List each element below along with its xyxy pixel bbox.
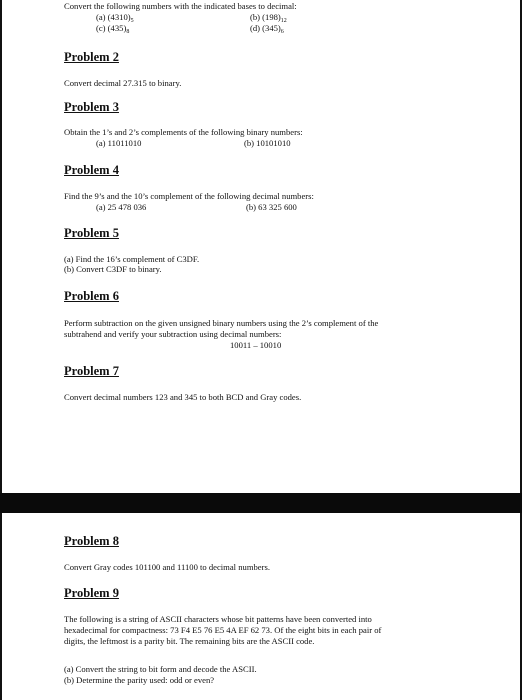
problem9-line1: The following is a string of ASCII characters whose bit patterns have been converted into bbox=[64, 614, 372, 624]
problem8-text: Convert Gray codes 101100 and 11100 to decimal numbers. bbox=[64, 562, 270, 572]
problem9-line3: digits, the leftmost is a parity bit. The remaining bits are the ASCII code. bbox=[64, 636, 315, 646]
problem9-part-b: (b) Determine the parity used: odd or even? bbox=[64, 675, 215, 685]
problem1-item-b-base: 12 bbox=[280, 18, 287, 24]
problem1-prompt: Convert the following numbers with the indicated bases to decimal: bbox=[64, 1, 297, 11]
problem5-line1: (a) Find the 16’s complement of C3DF. bbox=[64, 254, 200, 264]
problem9-line2: hexadecimal for compactness: 73 F4 E5 76 E5 4A EF 62 73. Of the eight bits in each pair of bbox=[64, 625, 382, 635]
problem6-line2: subtrahend and verify your subtraction using decimal numbers: bbox=[64, 329, 282, 339]
problem7-heading: Problem 7 bbox=[64, 364, 119, 378]
problem1-item-c-base: 8 bbox=[126, 29, 130, 35]
problem4-item-a: (a) 25 478 036 bbox=[96, 202, 147, 212]
problem1-item-b-label: (b) (198) bbox=[250, 12, 281, 22]
problem6-line1: Perform subtraction on the given unsigned binary numbers using the 2’s complement of the bbox=[64, 318, 379, 328]
problem1-item-a-label: (a) (4310) bbox=[96, 12, 131, 22]
problem5-line2: (b) Convert C3DF to binary. bbox=[64, 264, 162, 274]
problem6-heading: Problem 6 bbox=[64, 289, 119, 303]
problem1-item-a bbox=[96, 12, 134, 23]
left-page-edge bbox=[0, 0, 2, 700]
page-separator bbox=[0, 493, 522, 513]
problem2-text: Convert decimal 27.315 to binary. bbox=[64, 78, 182, 88]
problem7-text: Convert decimal numbers 123 and 345 to both BCD and Gray codes. bbox=[64, 392, 302, 402]
problem3-item-a: (a) 11011010 bbox=[96, 138, 142, 148]
problem4-heading: Problem 4 bbox=[64, 163, 119, 177]
problem3-text: Obtain the 1’s and 2’s complements of the following binary numbers: bbox=[64, 127, 303, 137]
problem1-item-c bbox=[96, 23, 129, 34]
problem3-item-b: (b) 10101010 bbox=[244, 138, 291, 148]
problem1-item-b bbox=[250, 12, 287, 23]
problem4-item-b: (b) 63 325 600 bbox=[246, 202, 297, 212]
problem9-part-a: (a) Convert the string to bit form and decode the ASCII. bbox=[64, 664, 257, 674]
problem1-item-d-label: (d) (345) bbox=[250, 23, 281, 33]
problem2-heading: Problem 2 bbox=[64, 50, 119, 64]
problem4-text: Find the 9’s and the 10’s complement of the following decimal numbers: bbox=[64, 191, 314, 201]
problem1-item-a-base: 5 bbox=[130, 18, 134, 24]
problem1-item-d bbox=[250, 23, 284, 34]
problem5-heading: Problem 5 bbox=[64, 226, 119, 240]
problem6-expression: 10011 – 10010 bbox=[230, 340, 282, 350]
problem3-heading: Problem 3 bbox=[64, 100, 119, 114]
problem1-item-c-label: (c) (435) bbox=[96, 23, 127, 33]
problem9-heading: Problem 9 bbox=[64, 586, 119, 600]
problem8-heading: Problem 8 bbox=[64, 534, 119, 548]
problem1-item-d-base: 6 bbox=[280, 29, 284, 35]
